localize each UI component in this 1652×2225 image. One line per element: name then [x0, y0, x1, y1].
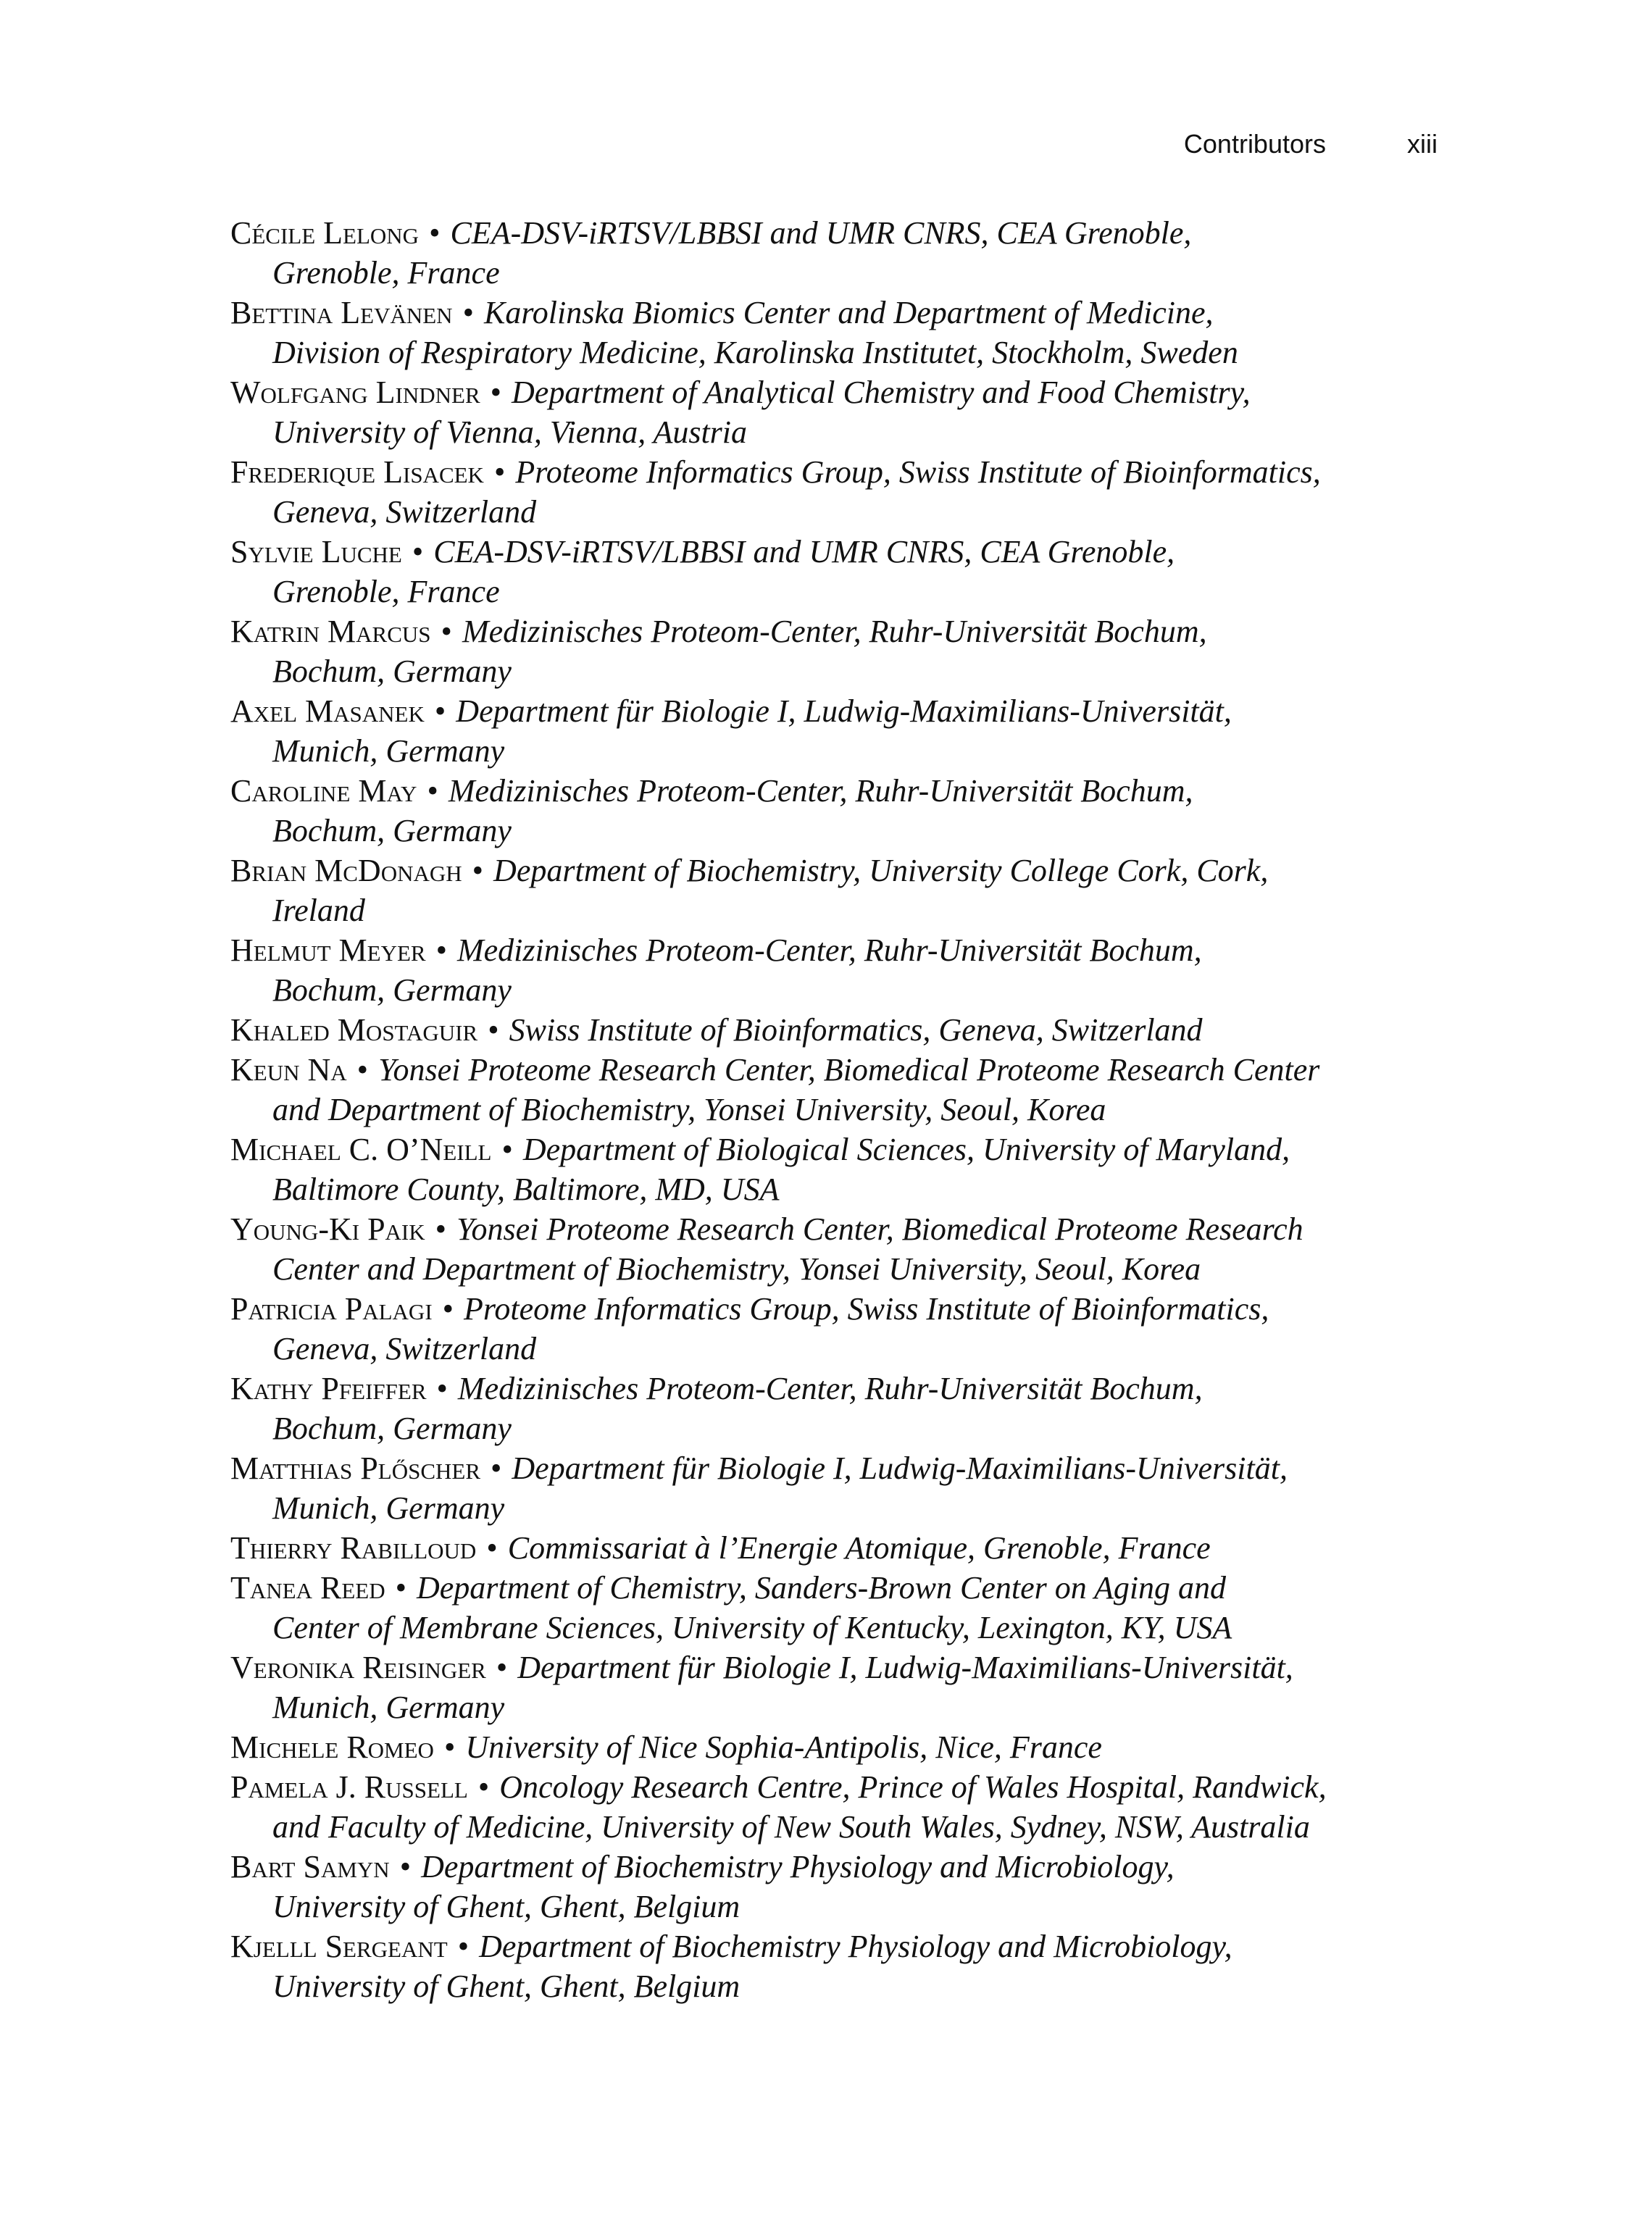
contributor-name: Helmut Meyer — [230, 932, 426, 968]
affiliation-line-1: Proteome Informatics Group, Swiss Institute of Bioinformatics, — [464, 1291, 1269, 1327]
contributor-entry — [230, 771, 1327, 851]
affiliation-line-1: Medizinisches Proteom-Center, Ruhr-Universität Bochum, — [448, 773, 1193, 809]
affiliation-line-2: and Faculty of Medicine, University of New South Wales, Sydney, NSW, Australia — [272, 1809, 1310, 1845]
affiliation-line-2: University of Vienna, Vienna, Austria — [272, 414, 748, 450]
contributor-entry — [230, 1568, 1327, 1648]
contributor-name: Kathy Pfeiffer — [230, 1371, 427, 1406]
bullet-separator: • — [496, 1650, 508, 1685]
affiliation-line-2: Munich, Germany — [272, 1690, 505, 1725]
contributor-entry — [230, 1847, 1327, 1926]
bullet-separator: • — [395, 1570, 406, 1606]
contributor-name: Cécile Lelong — [230, 215, 420, 251]
entry-first-line — [230, 1568, 1327, 1608]
bullet-separator: • — [435, 932, 447, 968]
affiliation-line-2: Center of Membrane Sciences, University of Kentucky, Lexington, KY, USA — [272, 1610, 1232, 1645]
contributor-name: Katrin Marcus — [230, 614, 431, 649]
contributor-name: Wolfgang Lindner — [230, 375, 480, 410]
contributor-name: Pamela J. Russell — [230, 1769, 468, 1805]
bullet-separator: • — [493, 454, 506, 490]
bullet-separator: • — [488, 1012, 499, 1048]
contributor-entry — [230, 1050, 1327, 1130]
affiliation-line-2: and Department of Biochemistry, Yonsei University, Seoul, Korea — [272, 1092, 1106, 1127]
affiliation-line-2: University of Ghent, Ghent, Belgium — [272, 1889, 741, 1924]
affiliation-line-1: Department of Chemistry, Sanders-Brown Center on Aging and — [417, 1570, 1227, 1606]
contributor-name: Michele Romeo — [230, 1729, 434, 1765]
contributor-entry — [230, 532, 1327, 611]
entry-first-line — [230, 1209, 1327, 1249]
bullet-separator: • — [443, 1729, 456, 1765]
contributor-name: Tanea Reed — [230, 1570, 385, 1606]
contributor-name: Veronika Reisinger — [230, 1650, 486, 1685]
contributor-name: Brian McDonagh — [230, 853, 462, 888]
affiliation-line-1: Department of Biochemistry, University College Cork, Cork, — [493, 853, 1269, 888]
affiliation-line-2: Bochum, Germany — [272, 813, 512, 848]
contributor-entry — [230, 611, 1327, 691]
affiliation-line-2: Munich, Germany — [272, 733, 505, 769]
contributor-entry — [230, 452, 1327, 532]
affiliation-line-2: Geneva, Switzerland — [272, 494, 537, 530]
bullet-separator: • — [462, 295, 474, 330]
entry-first-line — [230, 213, 1327, 253]
contributor-entry — [230, 293, 1327, 372]
affiliation-line-2: Munich, Germany — [272, 1490, 505, 1526]
affiliation-line-1: CEA-DSV-iRTSV/LBBSI and UMR CNRS, CEA Grenoble, — [450, 215, 1192, 251]
bullet-separator: • — [442, 1291, 454, 1327]
affiliation-line-1: Department für Biologie I, Ludwig-Maximilians-Universität, — [512, 1450, 1288, 1486]
affiliation-line-2: Bochum, Germany — [272, 972, 512, 1008]
bullet-separator: • — [434, 693, 446, 729]
affiliation-line-2: Ireland — [272, 893, 365, 928]
entry-first-line — [230, 1727, 1327, 1767]
entry-first-line — [230, 1289, 1327, 1329]
contributor-entry — [230, 1130, 1327, 1209]
contributor-name: Patricia Palagi — [230, 1291, 433, 1327]
affiliation-line-1: Medizinisches Proteom-Center, Ruhr-Universität Bochum, — [457, 1371, 1203, 1406]
contributor-entry — [230, 372, 1327, 452]
bullet-separator: • — [441, 614, 452, 649]
affiliation-line-2: Grenoble, France — [272, 574, 500, 609]
contributor-name: Bart Samyn — [230, 1849, 390, 1884]
bullet-separator: • — [436, 1371, 448, 1406]
entry-first-line — [230, 691, 1327, 731]
contributor-name: Thierry Rabilloud — [230, 1530, 477, 1566]
entry-first-line — [230, 1648, 1327, 1687]
affiliation-line-1: Proteome Informatics Group, Swiss Institute of Bioinformatics, — [515, 454, 1321, 490]
contributor-entry — [230, 1448, 1327, 1528]
affiliation-line-1: CEA-DSV-iRTSV/LBBSI and UMR CNRS, CEA Grenoble, — [433, 534, 1175, 569]
affiliation-line-2: Baltimore County, Baltimore, MD, USA — [272, 1172, 780, 1207]
bullet-separator: • — [412, 534, 424, 569]
entry-first-line — [230, 771, 1327, 811]
contributor-entry — [230, 930, 1327, 1010]
contributor-entry — [230, 1289, 1327, 1369]
affiliation-line-1: Department für Biologie I, Ludwig-Maximilians-Universität, — [517, 1650, 1293, 1685]
contributor-entry — [230, 1369, 1327, 1448]
affiliation-line-2: Center and Department of Biochemistry, Yonsei University, Seoul, Korea — [272, 1251, 1201, 1287]
bullet-separator: • — [486, 1530, 498, 1566]
entry-first-line — [230, 1130, 1327, 1169]
contributor-name: Young-Ki Paik — [230, 1211, 425, 1247]
contributor-name: Sylvie Luche — [230, 534, 402, 569]
bullet-separator: • — [491, 1450, 502, 1486]
contributor-name: Khaled Mostaguir — [230, 1012, 478, 1048]
entry-first-line — [230, 1448, 1327, 1488]
affiliation-line-1: Karolinska Biomics Center and Department of Medicine, — [483, 295, 1214, 330]
contributor-entry — [230, 213, 1327, 293]
bullet-separator: • — [457, 1929, 470, 1964]
bullet-separator: • — [399, 1849, 412, 1884]
affiliation-line-1: Commissariat à l’Energie Atomique, Grenoble, France — [507, 1530, 1211, 1566]
bullet-separator: • — [435, 1211, 447, 1247]
affiliation-line-1: Yonsei Proteome Research Center, Biomedical Proteome Research — [456, 1211, 1303, 1247]
contributor-entry — [230, 851, 1327, 930]
entry-first-line — [230, 611, 1327, 651]
entry-first-line — [230, 1010, 1327, 1050]
entry-first-line — [230, 293, 1327, 333]
entry-first-line — [230, 1767, 1327, 1807]
contributor-entry — [230, 1926, 1327, 2006]
affiliation-line-1: Department of Analytical Chemistry and Food Chemistry, — [512, 375, 1251, 410]
entry-first-line — [230, 1926, 1327, 1966]
bullet-separator: • — [501, 1132, 513, 1167]
affiliation-line-1: University of Nice Sophia-Antipolis, Nice, France — [465, 1729, 1102, 1765]
contributor-entry — [230, 1648, 1327, 1727]
contributor-name: Keun Na — [230, 1052, 347, 1088]
affiliation-line-1: Medizinisches Proteom-Center, Ruhr-Universität Bochum, — [457, 932, 1202, 968]
affiliation-line-2: University of Ghent, Ghent, Belgium — [272, 1969, 741, 2004]
contributor-name: Michael C. O’Neill — [230, 1132, 492, 1167]
bullet-separator: • — [427, 773, 438, 809]
entry-first-line — [230, 452, 1327, 492]
entry-first-line — [230, 851, 1327, 890]
contributors-list — [230, 213, 1327, 2006]
affiliation-line-1: Department of Biochemistry Physiology and Microbiology, — [421, 1849, 1175, 1884]
page-number: xiii — [1407, 129, 1438, 159]
contributor-entry — [230, 1727, 1327, 1767]
bullet-separator: • — [477, 1769, 490, 1805]
affiliation-line-2: Geneva, Switzerland — [272, 1331, 537, 1366]
entry-first-line — [230, 930, 1327, 970]
affiliation-line-1: Swiss Institute of Bioinformatics, Geneva, Switzerland — [509, 1012, 1203, 1048]
affiliation-line-1: Department of Biochemistry Physiology and Microbiology, — [479, 1929, 1232, 1964]
contributor-entry — [230, 1767, 1327, 1847]
bullet-separator: • — [356, 1052, 369, 1088]
contributor-entry — [230, 1209, 1327, 1289]
entry-first-line — [230, 1050, 1327, 1090]
entry-first-line — [230, 1369, 1327, 1408]
affiliation-line-2: Division of Respiratory Medicine, Karolinska Institutet, Stockholm, Sweden — [272, 335, 1238, 370]
entry-first-line — [230, 1847, 1327, 1887]
bullet-separator: • — [490, 375, 502, 410]
contributor-name: Kjelll Sergeant — [230, 1929, 448, 1964]
contributor-name: Axel Masanek — [230, 693, 425, 729]
affiliation-line-2: Bochum, Germany — [272, 654, 512, 689]
running-header — [1184, 129, 1438, 159]
affiliation-line-1: Yonsei Proteome Research Center, Biomedical Proteome Research Center — [378, 1052, 1320, 1088]
affiliation-line-1: Medizinisches Proteom-Center, Ruhr-Universität Bochum, — [462, 614, 1207, 649]
contributor-name: Caroline May — [230, 773, 417, 809]
contributor-entry — [230, 1528, 1327, 1568]
entry-first-line — [230, 532, 1327, 572]
bullet-separator: • — [472, 853, 484, 888]
contributor-name: Bettina Levänen — [230, 295, 453, 330]
contributor-entry — [230, 691, 1327, 771]
bullet-separator: • — [429, 215, 441, 251]
section-title: Contributors — [1183, 129, 1326, 159]
entry-first-line — [230, 372, 1327, 412]
entry-first-line — [230, 1528, 1327, 1568]
affiliation-line-1: Department of Biological Sciences, University of Maryland, — [522, 1132, 1290, 1167]
contributor-name: Matthias Plőscher — [230, 1450, 480, 1486]
contributor-entry — [230, 1010, 1327, 1050]
affiliation-line-2: Grenoble, France — [272, 255, 500, 291]
affiliation-line-2: Bochum, Germany — [272, 1411, 512, 1446]
affiliation-line-1: Department für Biologie I, Ludwig-Maximilians-Universität, — [456, 693, 1232, 729]
affiliation-line-1: Oncology Research Centre, Prince of Wales Hospital, Randwick, — [499, 1769, 1327, 1805]
contributor-name: Frederique Lisacek — [230, 454, 484, 490]
